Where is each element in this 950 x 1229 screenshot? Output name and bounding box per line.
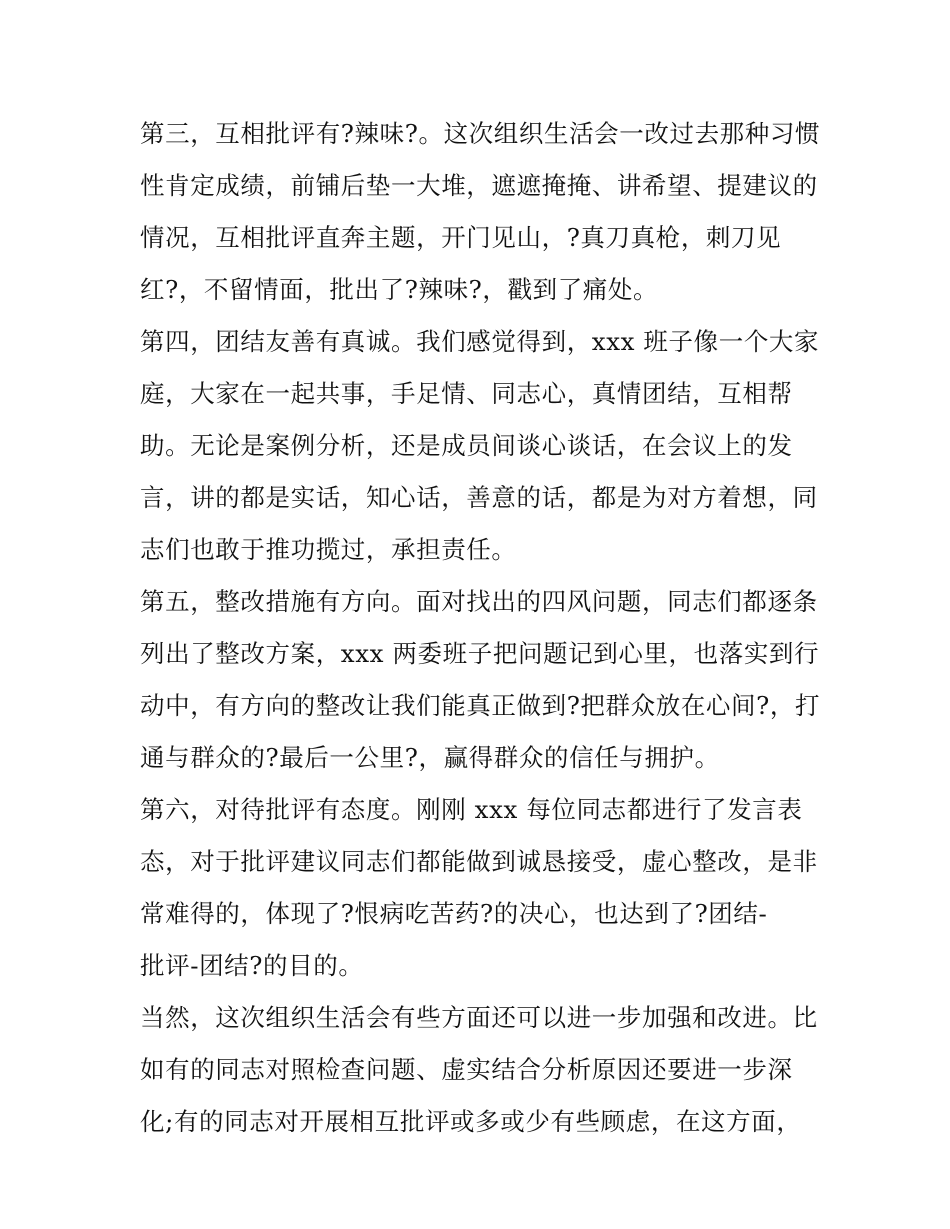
text-line: 如有的同志对照检查问题、虚实结合分析原因还要进一步深 (140, 1055, 793, 1084)
text-line: 第五，整改措施有方向。面对找出的四风问题，同志们都逐条 (140, 587, 818, 616)
text-line: 第六，对待批评有态度。刚刚 xxx 每位同志都进行了发言表 (140, 795, 803, 824)
text-line: 态，对于批评建议同志们都能做到诚恳接受，虚心整改，是非 (140, 847, 818, 876)
text-line: 志们也敢于推功揽过，承担责任。 (140, 535, 517, 564)
text-line: 列出了整改方案，xxx 两委班子把问题记到心里，也落实到行 (140, 639, 820, 668)
text-line: 助。无论是案例分析，还是成员间谈心谈话，在会议上的发 (140, 431, 793, 460)
text-line: 第四，团结友善有真诚。我们感觉得到，xxx 班子像一个大家 (140, 327, 820, 356)
text-line: 当然，这次组织生活会有些方面还可以进一步加强和改进。比 (140, 1003, 818, 1032)
text-line: 性肯定成绩，前铺后垫一大堆，遮遮掩掩、讲希望、提建议的 (140, 171, 818, 200)
text-line: 通与群众的?最后一公里?，赢得群众的信任与拥护。 (140, 743, 720, 772)
text-line: 言，讲的都是实话，知心话，善意的话，都是为对方着想，同 (140, 483, 818, 512)
text-line: 批评-团结?的目的。 (140, 951, 364, 980)
text-line: 红?，不留情面，批出了?辣味?，戳到了痛处。 (140, 275, 659, 304)
text-line: 化;有的同志对开展相互批评或多或少有些顾虑，在这方面， (140, 1107, 802, 1136)
text-line: 常难得的，体现了?恨病吃苦药?的决心，也达到了?团结- (140, 899, 768, 928)
text-line: 庭，大家在一起共事，手足情、同志心，真情团结，互相帮 (140, 379, 793, 408)
text-line: 动中，有方向的整改让我们能真正做到?把群众放在心间?，打 (140, 691, 821, 720)
text-line: 情况，互相批评直奔主题，开门见山，?真刀真枪，刺刀见 (140, 223, 782, 252)
document-body (140, 108, 830, 1148)
text-line: 第三，互相批评有?辣味?。这次组织生活会一改过去那种习惯 (140, 119, 821, 148)
